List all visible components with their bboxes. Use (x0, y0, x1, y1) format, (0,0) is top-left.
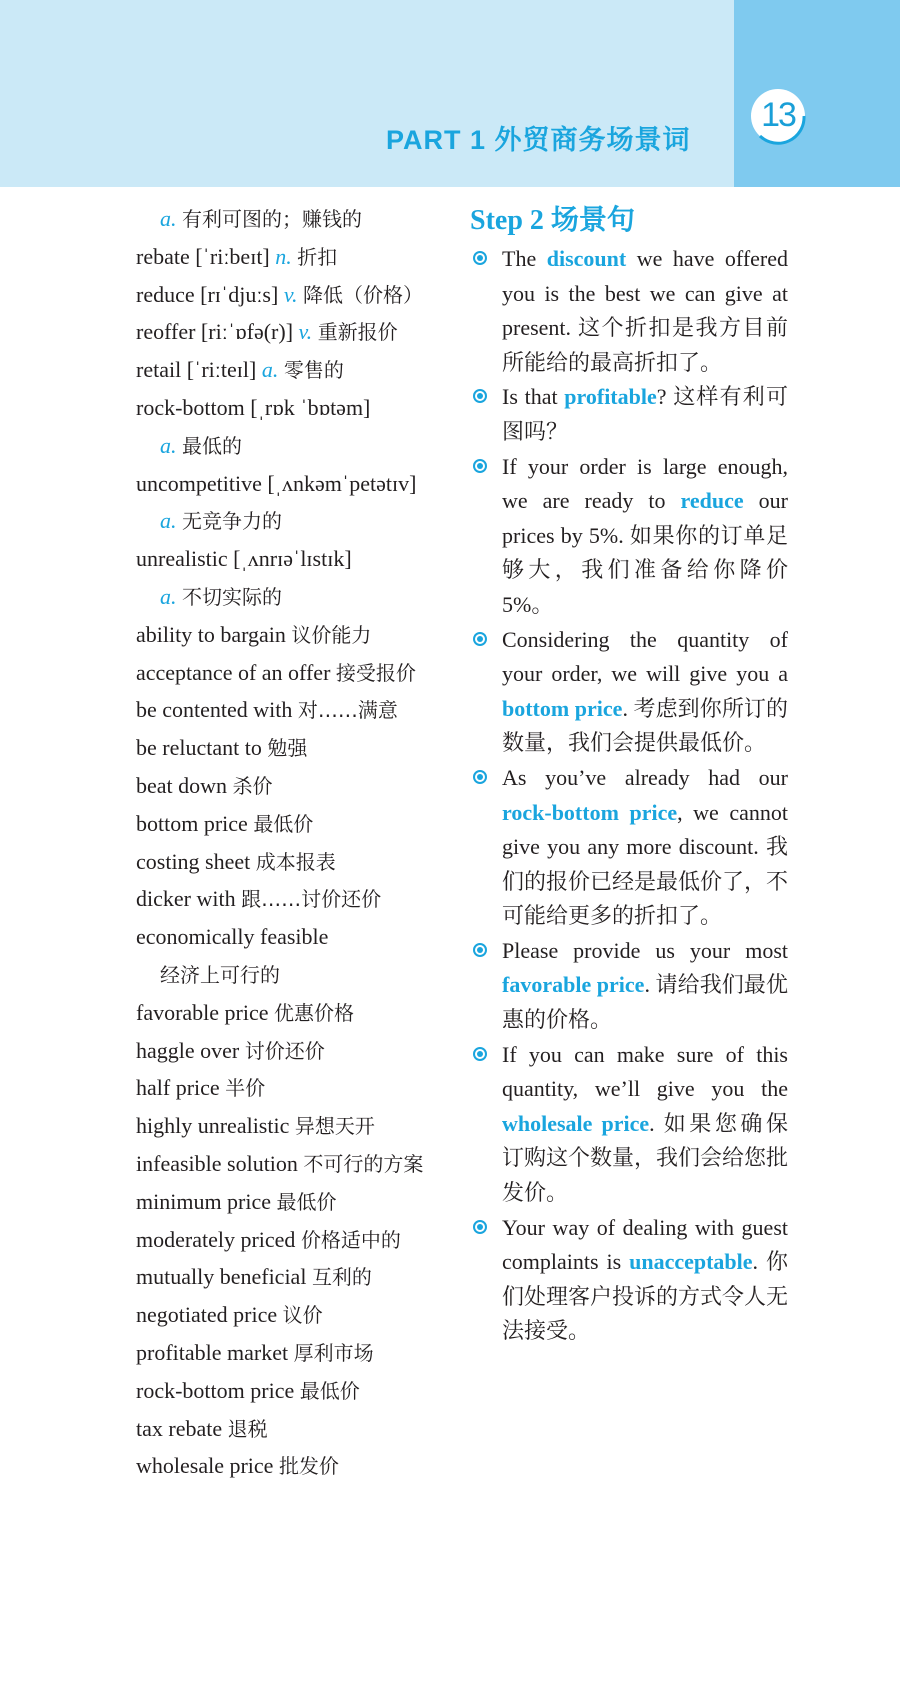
vocab-item (136, 351, 466, 389)
vocab-item (136, 691, 466, 729)
vocab-item (136, 918, 466, 956)
bullet-circle-icon (473, 1047, 487, 1061)
vocab-item (136, 276, 466, 314)
vocab-meaning: 重新报价 (317, 320, 398, 345)
sentence-text (502, 1038, 788, 1211)
vocab-term: minimum price (136, 1188, 272, 1214)
vocab-meaning: 讨价还价 (244, 1038, 325, 1063)
vocab-meaning: 互利的 (311, 1265, 372, 1290)
vocab-item (136, 654, 466, 692)
vocab-meaning: 勉强 (267, 736, 308, 761)
vocab-item (136, 767, 466, 805)
vocab-meaning: 降低（价格） (302, 282, 423, 307)
vocab-term: rock-bottom [ˌrɒk ˈbɒtəm] (136, 394, 371, 420)
vocab-item (136, 465, 466, 503)
sentence-fragment: , we cannot give you any more discount. 我们的报价已经是最低价了，不可能给更多的折扣了。 (502, 799, 789, 929)
highlighted-term: bottom price (502, 695, 623, 721)
vocab-term: uncompetitive [ˌʌnkəmˈpetətɪv] (136, 470, 417, 496)
vocab-meaning: 优惠价格 (274, 1000, 355, 1025)
vocab-item (136, 1145, 466, 1183)
vocab-meaning: 价格适中的 (300, 1227, 401, 1252)
highlighted-term: discount (546, 246, 627, 271)
sentence-fragment: If you can make sure of this quantity, we’ll give you the (502, 1041, 788, 1102)
vocab-term: mutually beneficial (136, 1264, 307, 1290)
highlighted-term: rock-bottom price (502, 799, 678, 825)
vocab-term: unrealistic [ˌʌnrɪəˈlɪstɪk] (136, 546, 352, 572)
sentence-fragment: . 考虑到你所订的数量，我们会提供最低价。 (502, 695, 788, 756)
vocab-item (136, 1410, 466, 1448)
sentence-fragment: . 你们处理客户投诉的方式令人无法接受。 (502, 1249, 789, 1344)
vocab-term: half price (136, 1075, 220, 1101)
vocab-item (136, 1183, 466, 1221)
sentence-fragment: Is that (502, 384, 565, 410)
sentence-item (470, 934, 788, 1038)
vocab-item (136, 389, 466, 427)
sentence-text (502, 242, 788, 380)
page-title: PART 1 外贸商务场景词 (386, 125, 691, 155)
vocab-term: wholesale price (136, 1453, 274, 1479)
vocab-term: ability to bargain (136, 621, 286, 647)
vocab-item (136, 1069, 466, 1107)
vocab-meaning: 最低价 (253, 811, 314, 836)
bullet-circle-icon (473, 251, 487, 265)
vocab-term: acceptance of an offer (136, 659, 331, 685)
vocab-item (136, 1296, 466, 1334)
highlighted-term: favorable price (502, 972, 645, 998)
sentence-text (502, 1211, 788, 1349)
vocab-meaning: 不切实际的 (182, 584, 282, 609)
vocab-meaning: 异想天开 (294, 1114, 375, 1139)
vocab-term: moderately priced (136, 1226, 296, 1252)
vocab-item (136, 238, 466, 276)
bullet-circle-icon (473, 770, 487, 784)
vocab-term: beat down (136, 772, 228, 798)
vocab-item (136, 805, 466, 843)
vocab-pos: v. (298, 319, 313, 345)
step-section (470, 200, 788, 1349)
sentence-fragment: As you’ve already had our (502, 764, 788, 790)
sentence-text (502, 623, 788, 761)
vocab-term: retail [ˈriːteɪl] (136, 357, 257, 383)
vocab-term: profitable market (136, 1339, 289, 1365)
sentence-fragment: . 如果您确保订购这个数量，我们会给您批发价。 (502, 1110, 789, 1206)
vocab-term: highly unrealistic (136, 1113, 290, 1139)
sentence-list (470, 242, 788, 1349)
page-number: 13 (761, 96, 795, 134)
vocab-meaning: 最低的 (182, 433, 242, 458)
sentence-item (470, 623, 788, 761)
vocab-item (136, 578, 466, 616)
vocab-meaning: 批发价 (278, 1454, 339, 1479)
bullet-circle-icon (473, 459, 487, 473)
vocab-item (136, 1107, 466, 1145)
vocab-item (136, 994, 466, 1032)
sentence-fragment: If your order is large enough, we are ready to (502, 453, 788, 514)
vocab-meaning: 半价 (225, 1076, 266, 1101)
vocab-term: rebate [ˈriːbeɪt] (136, 243, 270, 269)
vocab-term: haggle over (136, 1037, 240, 1063)
sentence-fragment: ? 这样有利可图吗？ (502, 384, 788, 444)
vocab-term: be contented with (136, 697, 293, 723)
step-title: Step 2 场景句 (470, 205, 635, 236)
vocab-pos: a. (160, 432, 177, 458)
vocab-meaning: 不可行的方案 (303, 1151, 424, 1176)
vocab-item (136, 427, 466, 465)
vocab-item (136, 1372, 466, 1410)
vocab-term: reoffer [riːˈɒfə(r)] (136, 319, 294, 345)
vocab-item (136, 200, 466, 238)
vocab-meaning: 退税 (227, 1416, 268, 1441)
sentence-fragment: The (502, 246, 547, 271)
highlighted-term: unacceptable (629, 1249, 753, 1275)
sentence-text (502, 761, 788, 934)
vocab-item (136, 1258, 466, 1296)
vocab-term: dicker with (136, 886, 236, 912)
vocab-meaning: 最低价 (276, 1189, 337, 1214)
sentence-item (470, 450, 788, 623)
vocab-term: favorable price (136, 999, 269, 1025)
vocab-meaning: 跟……讨价还价 (241, 887, 382, 912)
sentence-item (470, 242, 788, 380)
vocab-pos: v. (283, 281, 298, 307)
sentence-text (502, 934, 788, 1038)
vocab-pos: a. (160, 583, 177, 609)
vocab-pos: a. (160, 206, 177, 231)
vocab-meaning: 经济上可行的 (160, 962, 280, 987)
sentence-text (502, 450, 788, 623)
highlighted-term: reduce (680, 488, 744, 514)
sentence-item (470, 761, 788, 934)
vocab-term: rock-bottom price (136, 1377, 295, 1403)
vocab-pos: a. (160, 508, 177, 534)
sentence-fragment: Your way of dealing with guest complaints is (502, 1214, 788, 1275)
vocab-term: be reluctant to (136, 735, 262, 761)
vocab-term: tax rebate (136, 1415, 223, 1441)
vocab-term: infeasible solution (136, 1150, 298, 1176)
vocab-meaning: 接受报价 (335, 660, 416, 685)
vocab-meaning: 杀价 (232, 773, 273, 798)
vocab-item (136, 616, 466, 654)
vocab-term: reduce [rɪˈdjuːs] (136, 281, 279, 307)
vocab-list (136, 200, 466, 1485)
sentence-item (470, 380, 788, 449)
vocab-meaning: 无竞争力的 (182, 509, 282, 534)
vocab-term: costing sheet (136, 848, 251, 874)
vocab-meaning: 对……满意 (297, 698, 398, 723)
sentence-fragment: our prices by 5%. 如果你的订单足够大，我们准备给你降价5%。 (502, 488, 788, 617)
vocab-item (136, 729, 466, 767)
sentence-fragment: we have offered you is the best we can give at present. 这个折扣是我方目前所能给的最高折扣了。 (502, 246, 789, 375)
vocab-term: economically feasible (136, 924, 329, 950)
vocab-item (136, 1447, 466, 1485)
bullet-circle-icon (473, 943, 487, 957)
vocab-item (136, 1032, 466, 1070)
sentence-item (470, 1038, 788, 1211)
vocab-item (136, 1221, 466, 1259)
vocab-item (136, 843, 466, 881)
vocab-pos: a. (261, 357, 279, 383)
bullet-circle-icon (473, 389, 487, 403)
vocab-item (136, 956, 466, 994)
vocab-meaning: 厚利市场 (293, 1340, 374, 1365)
vocab-meaning: 议价能力 (291, 622, 372, 647)
highlighted-term: profitable (564, 384, 657, 410)
sentence-fragment: . 请给我们最优惠的价格。 (502, 972, 788, 1033)
vocab-meaning: 零售的 (283, 358, 344, 383)
sentence-fragment: Please provide us your most (502, 937, 788, 963)
vocab-meaning: 成本报表 (255, 849, 336, 874)
vocab-meaning: 议价 (282, 1303, 323, 1328)
vocab-term: negotiated price (136, 1302, 278, 1328)
vocab-item (136, 313, 466, 351)
vocab-pos: n. (275, 243, 292, 269)
sentence-item (470, 1211, 788, 1349)
vocab-item (136, 1334, 466, 1372)
vocab-term: bottom price (136, 810, 248, 836)
vocab-item (136, 502, 466, 540)
vocab-meaning: 折扣 (297, 244, 338, 269)
vocab-item (136, 540, 466, 578)
sentence-text (502, 380, 788, 449)
vocab-meaning: 有利可图的；赚钱的 (182, 207, 362, 231)
bullet-circle-icon (473, 632, 487, 646)
page-number-badge (748, 86, 808, 146)
vocab-item (136, 880, 466, 918)
highlighted-term: wholesale price (502, 1110, 650, 1136)
bullet-circle-icon (473, 1220, 487, 1234)
sentence-fragment: Considering the quantity of your order, we will give you a (502, 626, 788, 687)
vocab-meaning: 最低价 (299, 1378, 360, 1403)
